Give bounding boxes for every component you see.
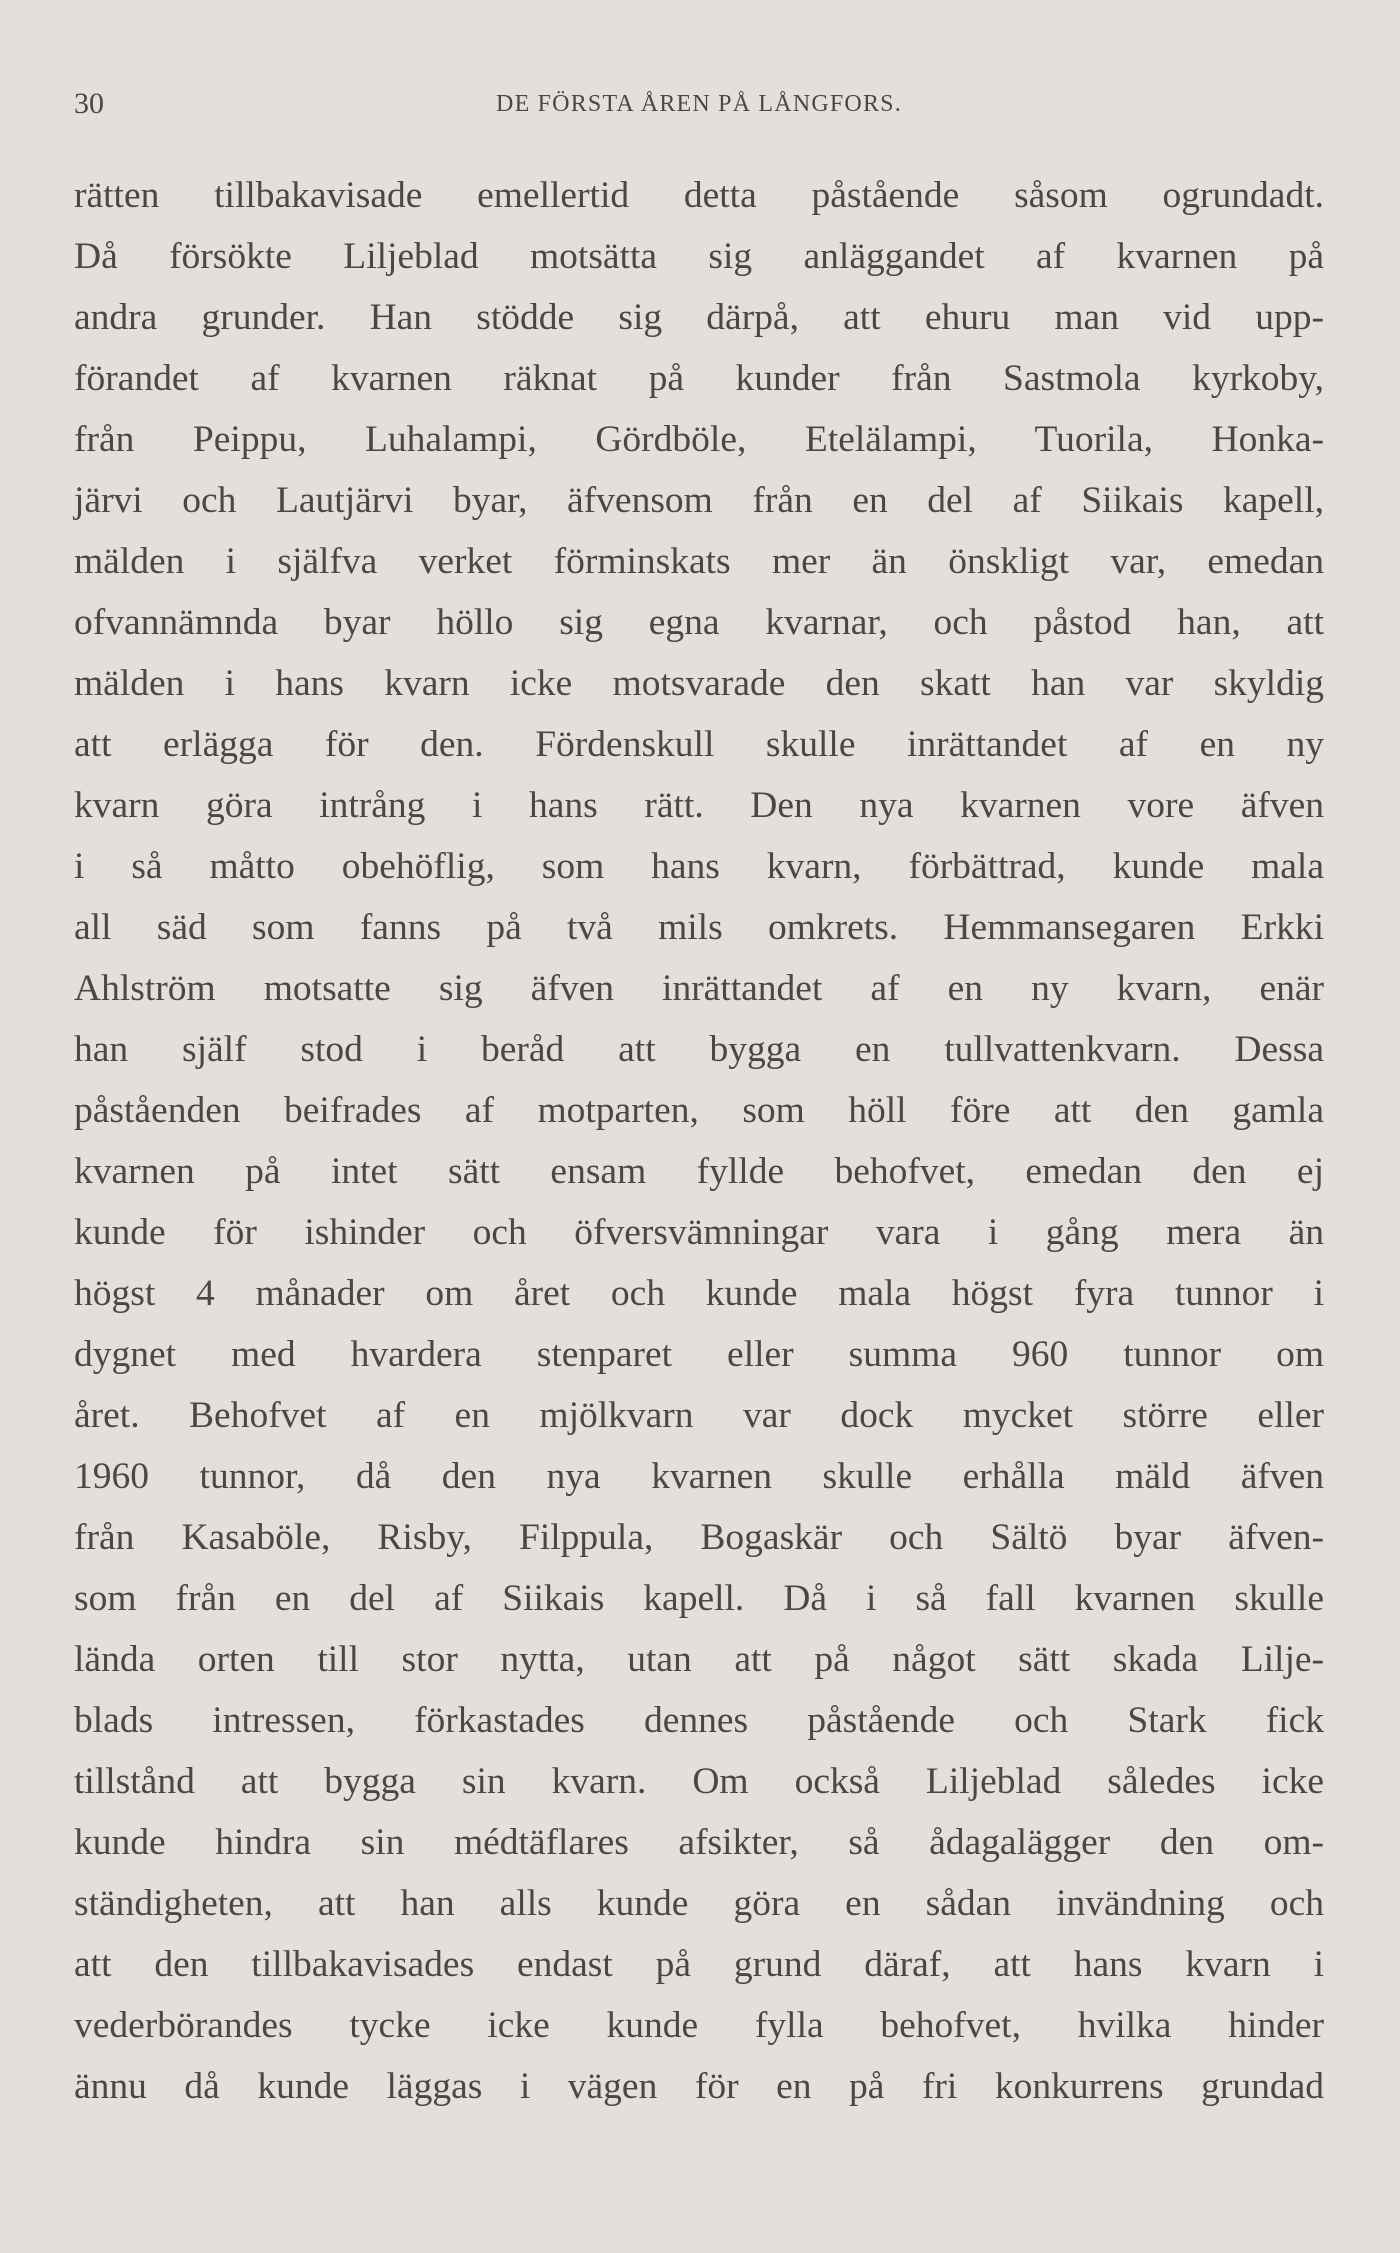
text-line: dygnet med hvardera stenparet eller summa 960 tunnor om (74, 1334, 1324, 1375)
text-line: från Peippu, Luhalampi, Gördböle, Etelälampi, Tuorila, Honka- (74, 419, 1324, 460)
text-line: ständigheten, att han alls kunde göra en sådan invändning och (74, 1883, 1324, 1924)
text-line: all säd som fanns på två mils omkrets. Hemmansegaren Erkki (74, 907, 1324, 948)
text-line: högst 4 månader om året och kunde mala högst fyra tunnor i (74, 1273, 1324, 1314)
text-line: rätten tillbakavisade emellertid detta påstående såsom ogrundadt. (74, 175, 1324, 216)
text-line: att erlägga för den. Fördenskull skulle inrättandet af en ny (74, 724, 1324, 765)
text-line: mälden i själfva verket förminskats mer än önskligt var, emedan (74, 541, 1324, 582)
text-line: som från en del af Siikais kapell. Då i så fall kvarnen skulle (74, 1578, 1324, 1619)
text-line: Då försökte Liljeblad motsätta sig anläggandet af kvarnen på (74, 236, 1324, 277)
text-line: tillstånd att bygga sin kvarn. Om också Liljeblad således icke (74, 1761, 1324, 1802)
page-number: 30 (74, 87, 104, 120)
body-text (74, 165, 1324, 2117)
text-line: vederbörandes tycke icke kunde fylla behofvet, hvilka hinder (74, 2005, 1324, 2046)
running-title: DE FÖRSTA ÅREN PÅ LÅNGFORS. (496, 91, 902, 117)
text-line: kvarnen på intet sätt ensam fyllde behofvet, emedan den ej (74, 1151, 1324, 1192)
text-line: järvi och Lautjärvi byar, äfvensom från en del af Siikais kapell, (74, 480, 1324, 521)
text-line: påståenden beifrades af motparten, som höll före att den gamla (74, 1090, 1324, 1131)
text-line: från Kasaböle, Risby, Filppula, Bogaskär och Sältö byar äfven- (74, 1517, 1324, 1558)
text-line: kunde hindra sin médtäflares afsikter, så ådagalägger den om- (74, 1822, 1324, 1863)
text-line: ännu då kunde läggas i vägen för en på fri konkurrens grundad (74, 2066, 1324, 2107)
text-line: han själf stod i beråd att bygga en tullvattenkvarn. Dessa (74, 1029, 1324, 1070)
text-line: mälden i hans kvarn icke motsvarade den skatt han var skyldig (74, 663, 1324, 704)
text-line: ofvannämnda byar höllo sig egna kvarnar, och påstod han, att (74, 602, 1324, 643)
text-line: 1960 tunnor, då den nya kvarnen skulle erhålla mäld äfven (74, 1456, 1324, 1497)
text-line: andra grunder. Han stödde sig därpå, att ehuru man vid upp- (74, 297, 1324, 338)
text-line: året. Behofvet af en mjölkvarn var dock mycket större eller (74, 1395, 1324, 1436)
text-line: blads intressen, förkastades dennes påstående och Stark fick (74, 1700, 1324, 1741)
text-line: Ahlström motsatte sig äfven inrättandet af en ny kvarn, enär (74, 968, 1324, 1009)
text-line: kunde för ishinder och öfversvämningar vara i gång mera än (74, 1212, 1324, 1253)
text-line: kvarn göra intrång i hans rätt. Den nya kvarnen vore äfven (74, 785, 1324, 826)
text-line: lända orten till stor nytta, utan att på något sätt skada Lilje- (74, 1639, 1324, 1680)
text-line: förandet af kvarnen räknat på kunder från Sastmola kyrkoby, (74, 358, 1324, 399)
text-line: i så måtto obehöflig, som hans kvarn, förbättrad, kunde mala (74, 846, 1324, 887)
text-line: att den tillbakavisades endast på grund däraf, att hans kvarn i (74, 1944, 1324, 1985)
running-head (74, 84, 1324, 124)
